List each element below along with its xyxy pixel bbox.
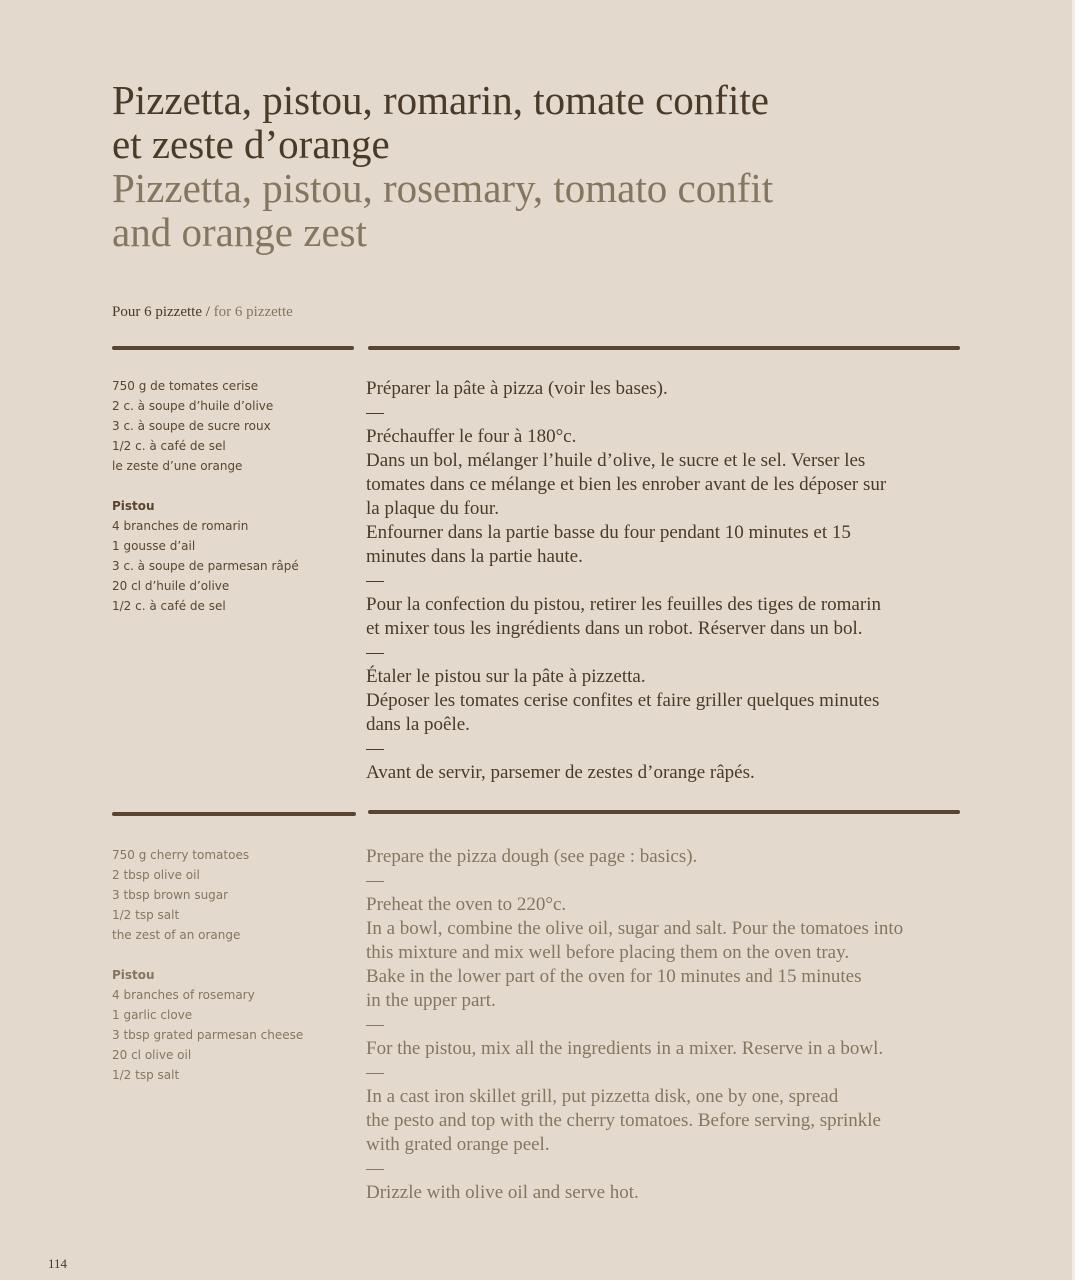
step-separator [366, 401, 966, 425]
method-step [366, 893, 966, 1013]
ingredients-list-english [112, 845, 342, 1085]
step-line: tomates dans ce mélange et bien les enrober avant de les déposer sur [366, 474, 887, 495]
method-english [366, 845, 966, 1205]
step-separator [366, 737, 966, 761]
pistou-ingredient-item: 3 tbsp grated parmesan cheese [112, 1028, 304, 1042]
ingredient-item: 750 g cherry tomatoes [112, 848, 250, 862]
recipe-title-french [112, 78, 932, 166]
servings-separator: / [201, 304, 214, 320]
pistou-heading: Pistou [112, 499, 155, 513]
pistou-ingredient-item: 1 gousse d’ail [112, 539, 196, 553]
method-step [366, 425, 966, 569]
pistou-heading: Pistou [112, 968, 155, 982]
ingredient-item: 3 c. à soupe de sucre roux [112, 419, 271, 433]
step-line: with grated orange peel. [366, 1134, 550, 1155]
servings-fr: Pour 6 pizzette [112, 304, 202, 320]
title-en-line1: Pizzetta, pistou, rosemary, tomato confit [112, 165, 774, 211]
servings-line [112, 304, 293, 321]
ingredient-item: 3 tbsp brown sugar [112, 888, 229, 902]
step-line: Preheat the oven to 220°c. [366, 894, 567, 915]
ingredient-item: le zeste d’une orange [112, 459, 243, 473]
pistou-ingredient-item: 1/2 tsp salt [112, 1068, 180, 1082]
servings-en: for 6 pizzette [213, 304, 293, 320]
pistou-ingredient-item: 20 cl olive oil [112, 1048, 192, 1062]
pistou-ingredient-item: 4 branches of rosemary [112, 988, 255, 1002]
title-en-line2: and orange zest [112, 209, 367, 255]
step-separator [366, 641, 966, 665]
title-fr-line1: Pizzetta, pistou, romarin, tomate confite [112, 77, 769, 123]
method-step [366, 845, 966, 869]
ingredient-item: 2 c. à soupe d’huile d’olive [112, 399, 274, 413]
step-line: Prepare the pizza dough (see page : basics). [366, 846, 698, 867]
step-line: For the pistou, mix all the ingredients in a mixer. Reserve in a bowl. [366, 1038, 884, 1059]
pistou-ingredient-item: 4 branches de romarin [112, 519, 249, 533]
step-separator [366, 1013, 966, 1037]
step-line: Drizzle with olive oil and serve hot. [366, 1182, 639, 1203]
step-line: the pesto and top with the cherry tomatoes. Before serving, sprinkle [366, 1110, 881, 1131]
page-number: 114 [48, 1256, 68, 1271]
ingredient-item: the zest of an orange [112, 928, 241, 942]
ingredients-list-french [112, 376, 342, 616]
method-step [366, 665, 966, 737]
step-line: Étaler le pistou sur la pâte à pizzetta. [366, 666, 646, 687]
method-step [366, 1085, 966, 1157]
divider-ingredients-fr [112, 346, 354, 350]
method-step [366, 377, 966, 401]
step-line: Enfourner dans la partie basse du four pendant 10 minutes et 15 [366, 522, 851, 543]
pistou-ingredient-item: 1/2 c. à café de sel [112, 599, 226, 613]
step-line: Avant de servir, parsemer de zestes d’orange râpés. [366, 762, 755, 783]
divider-steps-fr [368, 346, 960, 350]
step-line: et mixer tous les ingrédients dans un robot. Réserver dans un bol. [366, 618, 863, 639]
recipe-title-english [112, 166, 932, 254]
ingredient-item: 2 tbsp olive oil [112, 868, 200, 882]
method-step [366, 1037, 966, 1061]
step-line: la plaque du four. [366, 498, 499, 519]
ingredient-item: 750 g de tomates cerise [112, 379, 259, 393]
pistou-ingredient-item: 3 c. à soupe de parmesan râpé [112, 559, 299, 573]
ingredient-item: 1/2 c. à café de sel [112, 439, 226, 453]
step-line: Déposer les tomates cerise confites et faire griller quelques minutes [366, 690, 880, 711]
step-separator [366, 1061, 966, 1085]
step-separator [366, 869, 966, 893]
method-french [366, 377, 966, 785]
step-line: Préchauffer le four à 180°c. [366, 426, 577, 447]
pistou-ingredient-item: 1 garlic clove [112, 1008, 193, 1022]
method-step [366, 1181, 966, 1205]
step-separator [366, 1157, 966, 1181]
step-separator [366, 569, 966, 593]
ingredient-item: 1/2 tsp salt [112, 908, 180, 922]
step-line: In a bowl, combine the olive oil, sugar and salt. Pour the tomatoes into [366, 918, 904, 939]
step-line: Bake in the lower part of the oven for 10 minutes and 15 minutes [366, 966, 862, 987]
step-line: Dans un bol, mélanger l’huile d’olive, le sucre et le sel. Verser les [366, 450, 866, 471]
title-fr-line2: et zeste d’orange [112, 121, 390, 167]
step-line: minutes dans la partie haute. [366, 546, 583, 567]
method-step [366, 593, 966, 641]
method-step [366, 761, 966, 785]
step-line: Préparer la pâte à pizza (voir les bases). [366, 378, 668, 399]
divider-steps-en [368, 810, 960, 814]
step-line: In a cast iron skillet grill, put pizzetta disk, one by one, spread [366, 1086, 839, 1107]
step-line: this mixture and mix well before placing them on the oven tray. [366, 942, 850, 963]
divider-ingredients-en [112, 812, 356, 816]
step-line: Pour la confection du pistou, retirer les feuilles des tiges de romarin [366, 594, 881, 615]
step-line: in the upper part. [366, 990, 496, 1011]
step-line: dans la poêle. [366, 714, 470, 735]
pistou-ingredient-item: 20 cl d’huile d’olive [112, 579, 230, 593]
